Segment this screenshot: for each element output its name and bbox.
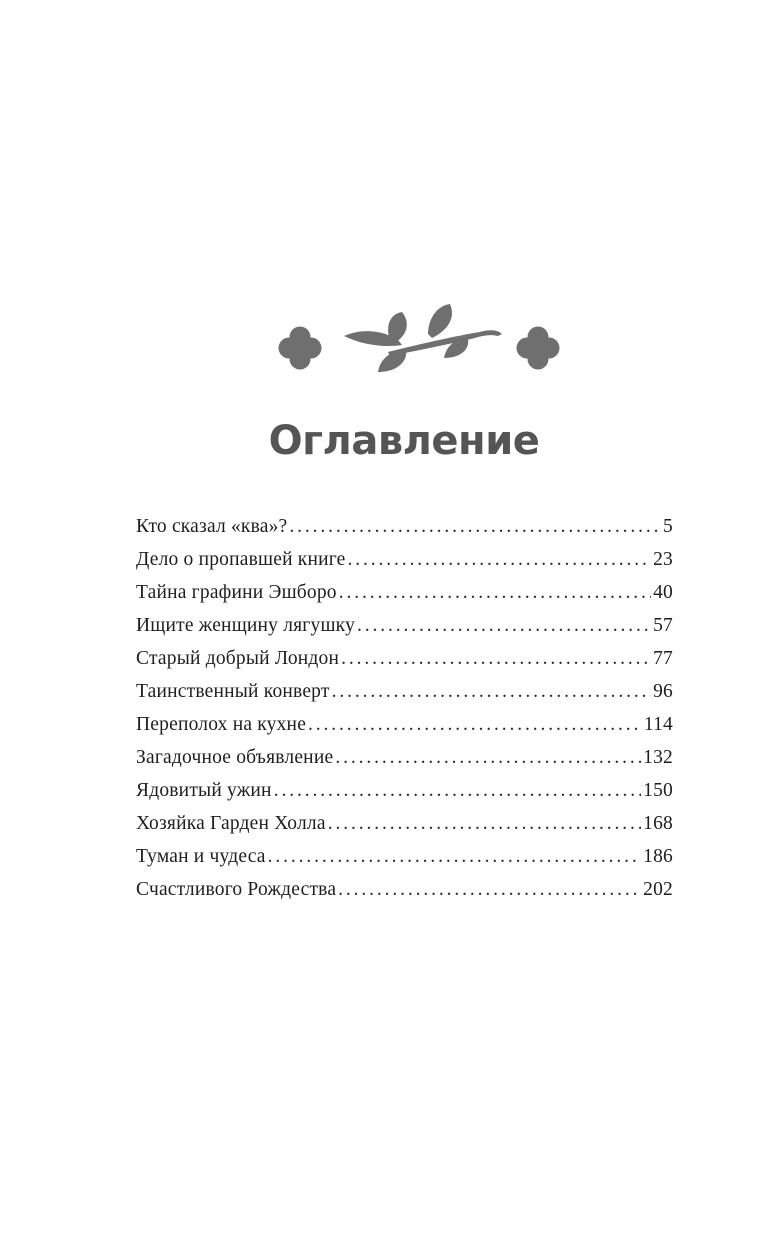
toc-leader-dots xyxy=(328,813,641,835)
toc-entry-title: Старый добрый Лондон xyxy=(136,648,340,669)
toc-entry-title: Тайна графини Эшборо xyxy=(136,582,337,603)
toc-leader-dots xyxy=(339,582,651,604)
toc-leader-dots xyxy=(332,681,652,703)
toc-entry-page: 23 xyxy=(653,549,673,570)
toc-entry-page: 114 xyxy=(643,714,673,735)
toc-entry-page: 186 xyxy=(643,846,673,867)
toc-entry xyxy=(136,516,673,549)
toc-leader-dots xyxy=(274,780,641,802)
toc-entry-title: Туман и чудеса xyxy=(136,846,266,867)
toc-entry xyxy=(136,582,673,615)
toc-entry xyxy=(136,615,673,648)
toc-entry-title: Счастливого Рождества xyxy=(136,879,337,900)
toc-entry-page: 132 xyxy=(643,747,673,768)
toc-entry-title: Переполох на кухне xyxy=(136,714,307,735)
toc-entry-page: 96 xyxy=(653,681,673,702)
toc-entry-title: Ищите женщину лягушку xyxy=(136,615,356,636)
toc-entry xyxy=(136,747,673,780)
toc-entry-title: Хозяйка Гарден Холла xyxy=(136,813,326,834)
toc-entry-page: 5 xyxy=(663,516,673,537)
toc-entry xyxy=(136,846,673,879)
toc-leader-dots xyxy=(338,879,641,901)
leaf-branch-icon xyxy=(344,304,502,372)
toc-leader-dots xyxy=(268,846,641,868)
toc-entry-title: Загадочное объявление xyxy=(136,747,334,768)
toc-entry-page: 202 xyxy=(643,879,673,900)
left-quatrefoil-icon xyxy=(279,327,322,370)
toc-leader-dots xyxy=(357,615,651,637)
toc-leader-dots xyxy=(289,516,661,538)
toc-entry-page: 57 xyxy=(653,615,673,636)
toc-entry-page: 77 xyxy=(653,648,673,669)
table-of-contents xyxy=(136,516,673,912)
toc-entry-page: 40 xyxy=(653,582,673,603)
toc-entry-page: 150 xyxy=(643,780,673,801)
toc-entry xyxy=(136,681,673,714)
toc-entry xyxy=(136,879,673,912)
toc-entry xyxy=(136,780,673,813)
toc-entry-title: Дело о пропавшей книге xyxy=(136,549,346,570)
toc-leader-dots xyxy=(308,714,642,736)
toc-entry-title: Ядовитый ужин xyxy=(136,780,272,801)
toc-entry xyxy=(136,714,673,747)
floral-branch-ornament-icon xyxy=(270,296,570,378)
toc-heading: Оглавление xyxy=(268,418,540,464)
right-quatrefoil-icon xyxy=(517,327,560,370)
toc-entry xyxy=(136,648,673,681)
toc-entry-page: 168 xyxy=(643,813,673,834)
toc-entry-title: Таинственный конверт xyxy=(136,681,330,702)
toc-leader-dots xyxy=(335,747,641,769)
toc-entry xyxy=(136,813,673,846)
toc-entry-title: Кто сказал «ква»? xyxy=(136,516,288,537)
toc-leader-dots xyxy=(341,648,651,670)
toc-leader-dots xyxy=(348,549,652,571)
toc-entry xyxy=(136,549,673,582)
